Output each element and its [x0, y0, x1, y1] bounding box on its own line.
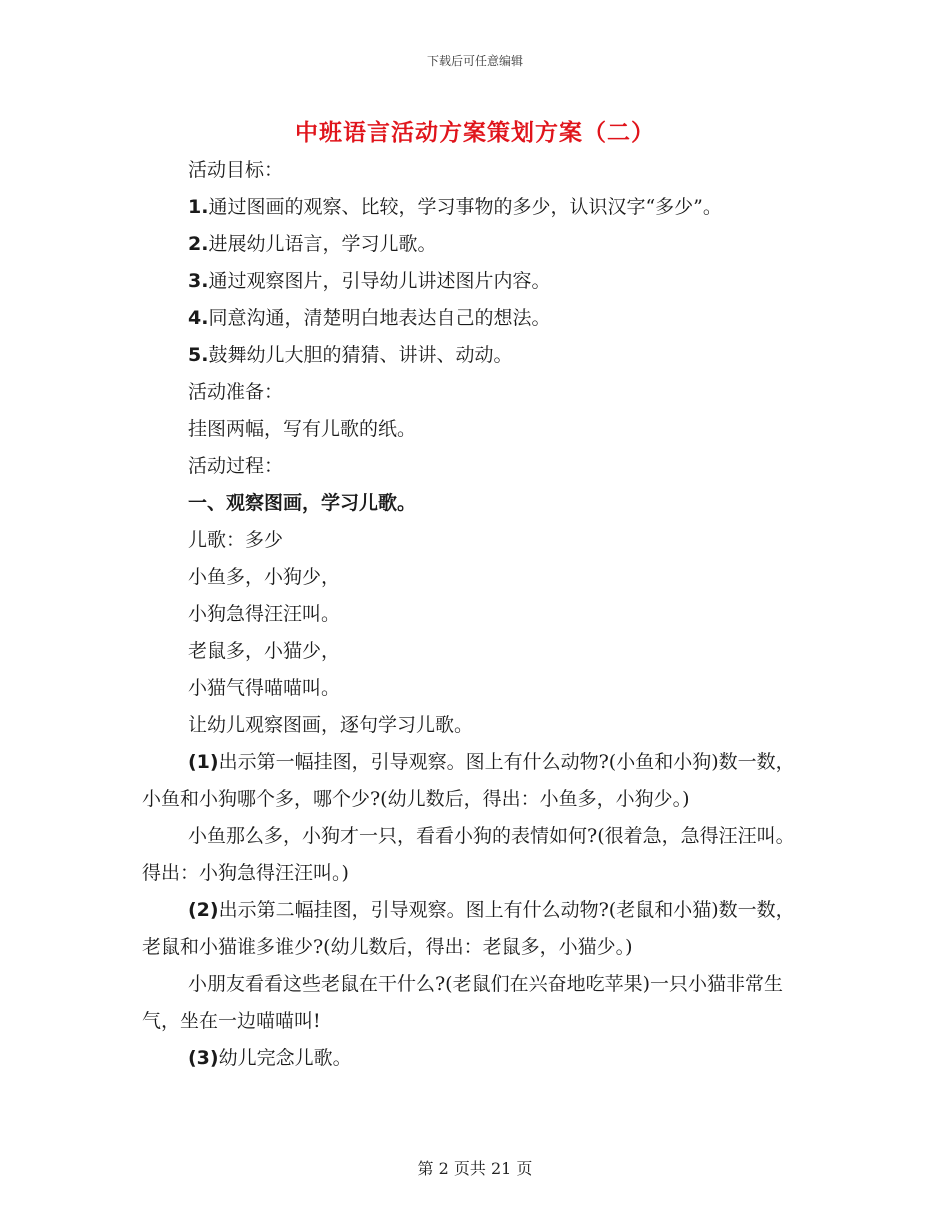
step-2-followup: 小朋友看看这些老鼠在干什么?(老鼠们在兴奋地吃苹果)一只小猫非常生气，坐在一边喵喵叫! [142, 973, 784, 1032]
goal-text: 通过图画的观察、比较，学习事物的多少，认识汉字“多少”。 [208, 196, 722, 218]
goal-item-1 [142, 189, 802, 226]
process-heading: 活动过程： [188, 455, 284, 477]
step-number: (3) [188, 1047, 219, 1069]
step-2 [142, 892, 802, 966]
step-3 [142, 1040, 802, 1077]
goal-item-3 [142, 263, 802, 300]
document-title: 中班语言活动方案策划方案（二） [295, 119, 655, 146]
song-line: 小鱼多，小狗少， [188, 566, 341, 588]
goals-heading: 活动目标： [188, 159, 284, 181]
page-footer: 第 2 页共 21 页 [417, 1159, 533, 1178]
goal-text: 鼓舞幼儿大胆的猜猜、讲讲、动动。 [208, 344, 513, 366]
goal-number: 5. [188, 344, 209, 366]
step-1 [142, 744, 802, 818]
step-1-followup: 小鱼那么多，小狗才一只，看看小狗的表情如何?(很着急，急得汪汪叫。得出：小狗急得汪汪叫。) [142, 825, 795, 884]
goal-text: 进展幼儿语言，学习儿歌。 [208, 233, 437, 255]
goal-number: 2. [188, 233, 209, 255]
goal-text: 通过观察图片，引导幼儿讲述图片内容。 [208, 270, 551, 292]
page-header: 下载后可任意编辑 [426, 54, 523, 68]
song-line: 老鼠多，小猫少， [188, 640, 341, 662]
song-title: 儿歌：多少 [188, 529, 284, 551]
learn-text: 让幼儿观察图画，逐句学习儿歌。 [188, 714, 474, 736]
goal-number: 1. [188, 196, 209, 218]
step-number: (1) [188, 751, 219, 773]
document-body [142, 152, 802, 1077]
step-text: 幼儿完念儿歌。 [218, 1047, 352, 1069]
prep-heading: 活动准备： [188, 381, 284, 403]
goal-item-2 [142, 226, 802, 263]
goal-number: 4. [188, 307, 209, 329]
section-heading: 一、观察图画，学习儿歌。 [188, 492, 417, 514]
step-text: 出示第一幅挂图，引导观察。图上有什么动物?(小鱼和小狗)数一数，小鱼和小狗哪个多，哪个少?(幼儿数后，得出：小鱼多，小狗少。) [142, 751, 795, 810]
step-text: 出示第二幅挂图，引导观察。图上有什么动物?(老鼠和小猫)数一数，老鼠和小猫谁多谁少?(幼儿数后，得出：老鼠多，小猫少。) [142, 899, 795, 958]
goal-item-4 [142, 300, 802, 337]
step-number: (2) [188, 899, 219, 921]
song-line: 小猫气得喵喵叫。 [188, 677, 341, 699]
goal-text: 同意沟通，清楚明白地表达自己的想法。 [208, 307, 551, 329]
song-line: 小狗急得汪汪叫。 [188, 603, 341, 625]
goal-item-5 [142, 337, 802, 374]
prep-text: 挂图两幅，写有儿歌的纸。 [188, 418, 417, 440]
goal-number: 3. [188, 270, 209, 292]
